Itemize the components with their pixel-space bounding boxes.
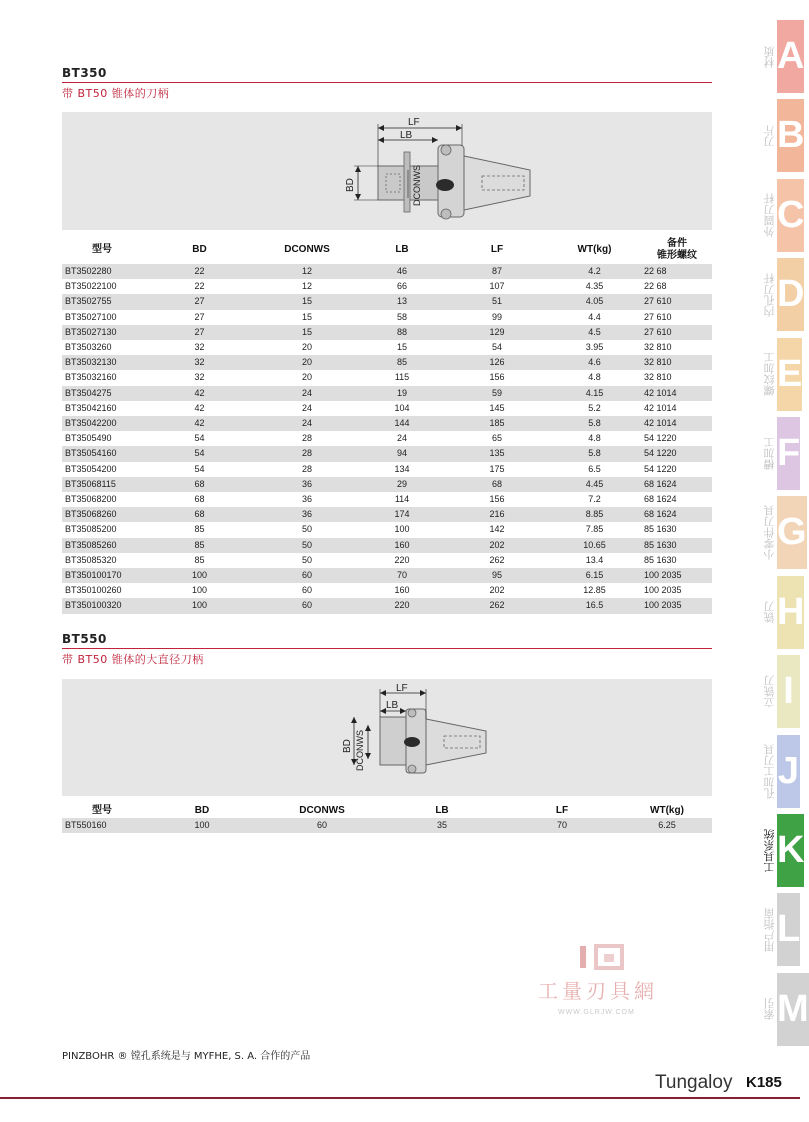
table-cell: BT35032130 (62, 355, 142, 370)
chapter-tab-letter: I (777, 655, 800, 728)
table-cell: 3.95 (585, 342, 604, 353)
holder-drawing (62, 112, 712, 230)
table-cell: 5.2 (588, 402, 601, 413)
table-row (62, 401, 712, 416)
table-cell: 70 (357, 568, 447, 583)
table-cell: 4.45 (547, 477, 642, 492)
dim-dconws-label: DCONWS (355, 730, 365, 771)
table-cell: 36 (257, 507, 357, 522)
chapter-tab-label: 材质 (763, 45, 776, 68)
chapter-tab-label: 用户指南 (763, 907, 776, 952)
chapter-tab-e[interactable] (763, 338, 803, 411)
chapter-tab-label-wrap (763, 735, 777, 808)
table-cell: 175 (489, 463, 505, 474)
table-cell: 202 (447, 538, 547, 553)
chapter-tab-label: 小零件刀具 (763, 505, 776, 561)
chapter-tab-i[interactable] (763, 655, 800, 728)
table-cell: 54 (194, 463, 205, 474)
watermark-url: WWW.GLRJW.COM (558, 1009, 635, 1016)
section-title-bt350: BT350 (62, 66, 107, 80)
chapter-tab-label-wrap (763, 655, 777, 728)
table-cell: 156 (489, 494, 505, 505)
table-cell: 88 (357, 325, 447, 340)
table-cell: 135 (447, 446, 547, 461)
table-cell: 60 (257, 598, 357, 613)
parts-header-line1: 备件 (667, 238, 687, 249)
table-cell: 4.5 (547, 325, 642, 340)
chapter-tab-letter: H (777, 576, 804, 649)
table-cell: BT35068260 (62, 507, 142, 522)
table-row (62, 340, 712, 355)
table-cell: 50 (257, 538, 357, 553)
table-cell: 114 (394, 494, 410, 505)
col-header-model: 型号 (92, 805, 112, 816)
table-cell: 100 (142, 598, 257, 613)
tool-diagram-bt550 (62, 679, 712, 796)
table-cell: 144 (357, 416, 447, 431)
table-cell: 85 (194, 524, 205, 535)
table-cell: 28 (301, 433, 312, 444)
table-row (62, 264, 712, 279)
col-header-bd: BD (192, 244, 207, 255)
dim-dconws-label: DCONWS (412, 165, 422, 206)
page-number: K185 (746, 1074, 782, 1091)
table-cell: 32 (194, 342, 205, 353)
chapter-tab-g[interactable] (763, 496, 807, 569)
table-cell: 100 2035 (644, 585, 682, 596)
chapter-tab-letter: D (777, 258, 804, 331)
col-header-lf: LF (490, 244, 504, 255)
table-cell: 27 610 (642, 325, 712, 340)
table-cell: 115 (394, 372, 410, 383)
table-cell: 174 (357, 507, 447, 522)
table-cell: 70 (502, 818, 622, 833)
table-bt550 (62, 804, 712, 833)
table-cell: 24 (257, 416, 357, 431)
table-cell: 22 68 (644, 281, 667, 292)
chapter-tab-letter: B (777, 99, 804, 172)
chapter-tab-label: 索引 (763, 998, 776, 1021)
table-cell: 20 (257, 355, 357, 370)
chapter-tab-letter: F (777, 417, 800, 490)
table-cell: 42 1014 (642, 416, 712, 431)
chapter-tab-label-wrap (763, 496, 777, 569)
table-cell: 134 (394, 463, 410, 474)
table-cell: 27 610 (642, 294, 712, 309)
chapter-tab-label-wrap (763, 99, 777, 172)
brand-name: Tungaloy (655, 1072, 733, 1093)
table-cell: 51 (447, 294, 547, 309)
table-cell: 4.2 (547, 264, 642, 279)
table-cell: 68 (194, 494, 205, 505)
table-cell: 68 1624 (642, 507, 712, 522)
chapter-tab-c[interactable] (763, 179, 805, 252)
table-row (62, 492, 712, 507)
table-cell: BT350100320 (62, 598, 142, 613)
chapter-tab-label: 立铣刀 (763, 675, 776, 709)
chapter-tab-j[interactable] (763, 735, 800, 808)
table-cell: BT350100260 (65, 585, 122, 596)
table-cell: 66 (396, 281, 407, 292)
table-cell: 27 (142, 325, 257, 340)
table-row (62, 355, 712, 370)
table-cell: 85 1630 (644, 554, 677, 565)
section-subtitle-bt350: 带 BT50 锥体的刀柄 (62, 87, 170, 100)
chapter-tab-d[interactable] (763, 258, 805, 331)
table-cell: 142 (489, 524, 505, 535)
table-cell: 100 (394, 524, 410, 535)
table-bt550-body (62, 818, 712, 833)
table-cell: 15 (396, 342, 407, 353)
table-cell: 60 (301, 585, 312, 596)
table-cell: 50 (301, 554, 312, 565)
table-cell: 12 (301, 281, 312, 292)
tool-diagram-bt350 (62, 112, 712, 230)
chapter-tab-letter: C (777, 179, 804, 252)
table-cell: 262 (489, 554, 505, 565)
table-cell: 100 (142, 818, 262, 833)
table-cell: BT550160 (62, 818, 142, 833)
table-cell: 15 (301, 311, 312, 322)
table-cell: 145 (489, 402, 505, 413)
section-rule (62, 648, 712, 649)
col-header-dconws: DCONWS (284, 244, 330, 255)
table-cell: 32 810 (642, 355, 712, 370)
table-cell: 8.85 (547, 507, 642, 522)
table-cell: 32 810 (644, 342, 672, 353)
table-row (62, 538, 712, 553)
table-cell: 24 (301, 402, 312, 413)
chapter-tab-label: 槽加工 (763, 437, 776, 470)
table-cell: BT3502280 (62, 264, 142, 279)
table-cell: 24 (396, 433, 407, 444)
chapter-tab-label: 铣刀 (763, 601, 776, 624)
table-cell: BT3505490 (65, 433, 112, 444)
chapter-tab-label-wrap (763, 20, 777, 93)
watermark (536, 942, 686, 1022)
table-cell: 104 (394, 402, 410, 413)
table-cell: 19 (357, 386, 447, 401)
table-cell: 68 1624 (642, 477, 712, 492)
table-cell: 32 810 (644, 372, 672, 383)
table-cell: 54 (194, 433, 205, 444)
table-cell: BT35042160 (65, 402, 117, 413)
col-header-model: 型号 (92, 244, 112, 255)
table-cell: 42 (142, 386, 257, 401)
table-row (62, 598, 712, 613)
table-cell: 10.65 (547, 538, 642, 553)
chapter-tab-label-wrap (763, 973, 777, 1046)
chapter-tab-label-wrap (763, 417, 777, 490)
table-cell: 7.2 (588, 494, 601, 505)
chapter-tab-label: 孔加工刀具 (763, 743, 776, 799)
table-cell: BT35042200 (62, 416, 142, 431)
table-cell: 68 (142, 477, 257, 492)
table-cell: BT35027100 (65, 311, 117, 322)
watermark-logo (536, 942, 686, 1022)
table-cell: 95 (447, 568, 547, 583)
table-cell: BT35085260 (62, 538, 142, 553)
chapter-tab-m[interactable] (763, 973, 809, 1046)
table-row (62, 568, 712, 583)
table-cell: 50 (301, 524, 312, 535)
table-row (62, 818, 712, 833)
dim-lf-label: LF (396, 683, 408, 694)
col-header-lb: LB (395, 244, 409, 255)
table-cell: 42 (142, 416, 257, 431)
table-cell: 32 (142, 355, 257, 370)
table-cell: 46 (357, 264, 447, 279)
table-cell: BT35054200 (65, 463, 117, 474)
chapter-tab-label-wrap (763, 338, 777, 411)
table-cell: 32 (194, 372, 205, 383)
table-row (62, 507, 712, 522)
table-cell: 4.8 (588, 372, 601, 383)
table-row (62, 431, 712, 446)
table-cell: 28 (257, 446, 357, 461)
table-cell: 4.6 (547, 355, 642, 370)
chapter-tab-label: 螺纹加工 (763, 352, 776, 397)
table-cell: 36 (301, 494, 312, 505)
table-row (62, 446, 712, 461)
table-cell: BT35085200 (65, 524, 117, 535)
table-cell: 12 (257, 264, 357, 279)
table-cell: 15 (257, 294, 357, 309)
table-cell: 59 (447, 386, 547, 401)
table-cell: 22 (194, 281, 205, 292)
table-row (62, 325, 712, 340)
table-row (62, 462, 712, 477)
table-row (62, 370, 712, 385)
table-cell: 185 (447, 416, 547, 431)
table-cell: 4.4 (588, 311, 601, 322)
dim-bd-label: BD (342, 739, 353, 753)
table-cell: 68 1624 (644, 494, 677, 505)
table-cell: 7.85 (585, 524, 604, 535)
table-bt350 (62, 236, 712, 614)
table-cell: 20 (301, 342, 312, 353)
chapter-tab-label: 内孔刀杆 (763, 272, 776, 317)
chapter-tab-label-wrap (763, 576, 777, 649)
table-cell: 54 1220 (644, 433, 677, 444)
table-cell: 28 (301, 463, 312, 474)
table-cell: 100 2035 (642, 598, 712, 613)
chapter-tab-letter: J (777, 735, 800, 808)
dim-bd-label: BD (345, 178, 356, 192)
table-cell: 87 (447, 264, 547, 279)
table-cell: 42 1014 (642, 386, 712, 401)
chapter-tab-letter: G (777, 496, 807, 569)
col-header-wt: WT(kg) (650, 805, 684, 816)
table-cell: 160 (357, 538, 447, 553)
col-header-lf: LF (555, 805, 569, 816)
watermark-text: 工量刃具網 (538, 979, 658, 1003)
table-cell: 27 610 (644, 311, 672, 322)
table-cell: 262 (447, 598, 547, 613)
table-cell: 216 (447, 507, 547, 522)
table-cell: 27 (194, 311, 205, 322)
table-cell: BT35022100 (65, 281, 117, 292)
table-cell: 42 (194, 402, 205, 413)
table-cell: 58 (396, 311, 407, 322)
table-cell: 85 (194, 554, 205, 565)
chapter-tab-label-wrap (763, 258, 777, 331)
dim-lb-label: LB (386, 700, 399, 711)
table-cell: 54 (491, 342, 502, 353)
chapter-tab-h[interactable] (763, 576, 805, 649)
section-title-bt550: BT550 (62, 632, 107, 646)
table-cell: 85 1630 (644, 524, 677, 535)
table-cell: 6.5 (588, 463, 601, 474)
table-cell: 22 (142, 264, 257, 279)
table-cell: BT35027130 (62, 325, 142, 340)
col-header-lb: LB (435, 805, 449, 816)
chapter-tab-letter: K (777, 814, 804, 887)
col-header-wt: WT(kg) (577, 244, 612, 255)
section-rule (62, 82, 712, 83)
table-cell: 99 (491, 311, 502, 322)
table-cell: 85 (357, 355, 447, 370)
table-cell: 60 (262, 818, 382, 833)
table-cell: 60 (257, 568, 357, 583)
chapter-tab-label: 外圆刀杆 (763, 193, 776, 238)
table-row (62, 294, 712, 309)
table-cell: 100 (191, 585, 208, 596)
table-cell: 65 (491, 433, 502, 444)
table-cell: 220 (357, 598, 447, 613)
table-row (62, 553, 712, 568)
table-cell: 85 (142, 538, 257, 553)
chapter-tab-label-wrap (763, 179, 777, 252)
table-cell: 156 (489, 372, 505, 383)
table-cell: 160 (394, 585, 410, 596)
table-cell: 20 (301, 372, 312, 383)
section-subtitle-bt550: 带 BT50 锥体的大直径刀柄 (62, 653, 204, 666)
table-cell: 27 (142, 294, 257, 309)
table-row (62, 386, 712, 401)
table-row (62, 522, 712, 537)
table-cell: 5.8 (547, 416, 642, 431)
table-cell: 13.4 (585, 554, 604, 565)
table-row (62, 416, 712, 431)
chapter-tab-letter: M (777, 973, 809, 1046)
table-cell: 35 (382, 818, 502, 833)
table-cell: 129 (447, 325, 547, 340)
chapter-tab-b[interactable] (763, 99, 805, 172)
table-cell: BT3503260 (65, 342, 112, 353)
table-cell: 12.85 (583, 585, 606, 596)
table-cell: 4.8 (588, 433, 601, 444)
table-cell: 68 (142, 507, 257, 522)
dim-lf-label: LF (408, 117, 420, 128)
table-row (62, 279, 712, 294)
table-bt350-body (62, 264, 712, 614)
table-cell: 15 (257, 325, 357, 340)
table-row (62, 310, 712, 325)
table-cell: 4.05 (547, 294, 642, 309)
table-cell: 54 1220 (642, 446, 712, 461)
table-cell: 54 (142, 446, 257, 461)
footer-note: PINZBOHR ® 镗孔系统是与 MYFHE, S. A. 合作的产品 (62, 1051, 311, 1062)
table-cell: 6.15 (547, 568, 642, 583)
table-cell: BT35068200 (65, 494, 117, 505)
table-cell: 6.25 (622, 818, 712, 833)
table-cell: 54 1220 (644, 463, 677, 474)
table-cell: 16.5 (547, 598, 642, 613)
table-cell: 202 (489, 585, 505, 596)
table-cell: 13 (357, 294, 447, 309)
table-cell: 4.15 (547, 386, 642, 401)
table-cell: 36 (257, 477, 357, 492)
chapter-tab-f[interactable] (763, 417, 800, 490)
table-row (62, 583, 712, 598)
table-cell: BT35032160 (65, 372, 117, 383)
table-cell: BT35085320 (65, 554, 117, 565)
col-header-parts (642, 236, 712, 264)
chapter-tab-l[interactable] (763, 893, 800, 966)
chapter-tab-letter: L (777, 893, 800, 966)
table-cell: BT3502755 (62, 294, 142, 309)
table-cell: 85 1630 (642, 538, 712, 553)
footer-rule (0, 1097, 800, 1099)
chapter-tab-k[interactable] (763, 814, 805, 887)
table-cell: 29 (357, 477, 447, 492)
table-cell: 220 (394, 554, 410, 565)
table-cell: 4.35 (585, 281, 604, 292)
table-cell: 107 (489, 281, 505, 292)
table-cell: 94 (357, 446, 447, 461)
chapter-tab-a[interactable] (763, 20, 805, 93)
col-header-bd: BD (194, 805, 210, 816)
table-cell: 22 68 (642, 264, 712, 279)
chapter-tab-label: 刀片 (763, 124, 776, 147)
table-cell: BT3504275 (62, 386, 142, 401)
table-cell: 68 (447, 477, 547, 492)
chapter-tab-label-wrap (763, 814, 777, 887)
dim-lb-label: LB (400, 130, 413, 141)
table-cell: BT35054160 (62, 446, 142, 461)
table-cell: 5.8 (547, 446, 642, 461)
table-row (62, 477, 712, 492)
chapter-tab-label-wrap (763, 893, 777, 966)
chapter-tab-label: 工具系统 (763, 828, 776, 873)
chapter-tab-letter: E (777, 338, 802, 411)
table-cell: 42 1014 (644, 402, 677, 413)
parts-header-line2: 锥形螺纹 (657, 250, 697, 261)
table-cell: 100 2035 (642, 568, 712, 583)
table-cell: 126 (447, 355, 547, 370)
table-cell: 24 (257, 386, 357, 401)
holder-drawing (62, 679, 712, 796)
table-cell: 100 (142, 568, 257, 583)
chapter-tab-letter: A (777, 20, 804, 93)
col-header-dconws: DCONWS (299, 805, 345, 816)
table-cell: BT35068115 (62, 477, 142, 492)
table-cell: BT350100170 (62, 568, 142, 583)
